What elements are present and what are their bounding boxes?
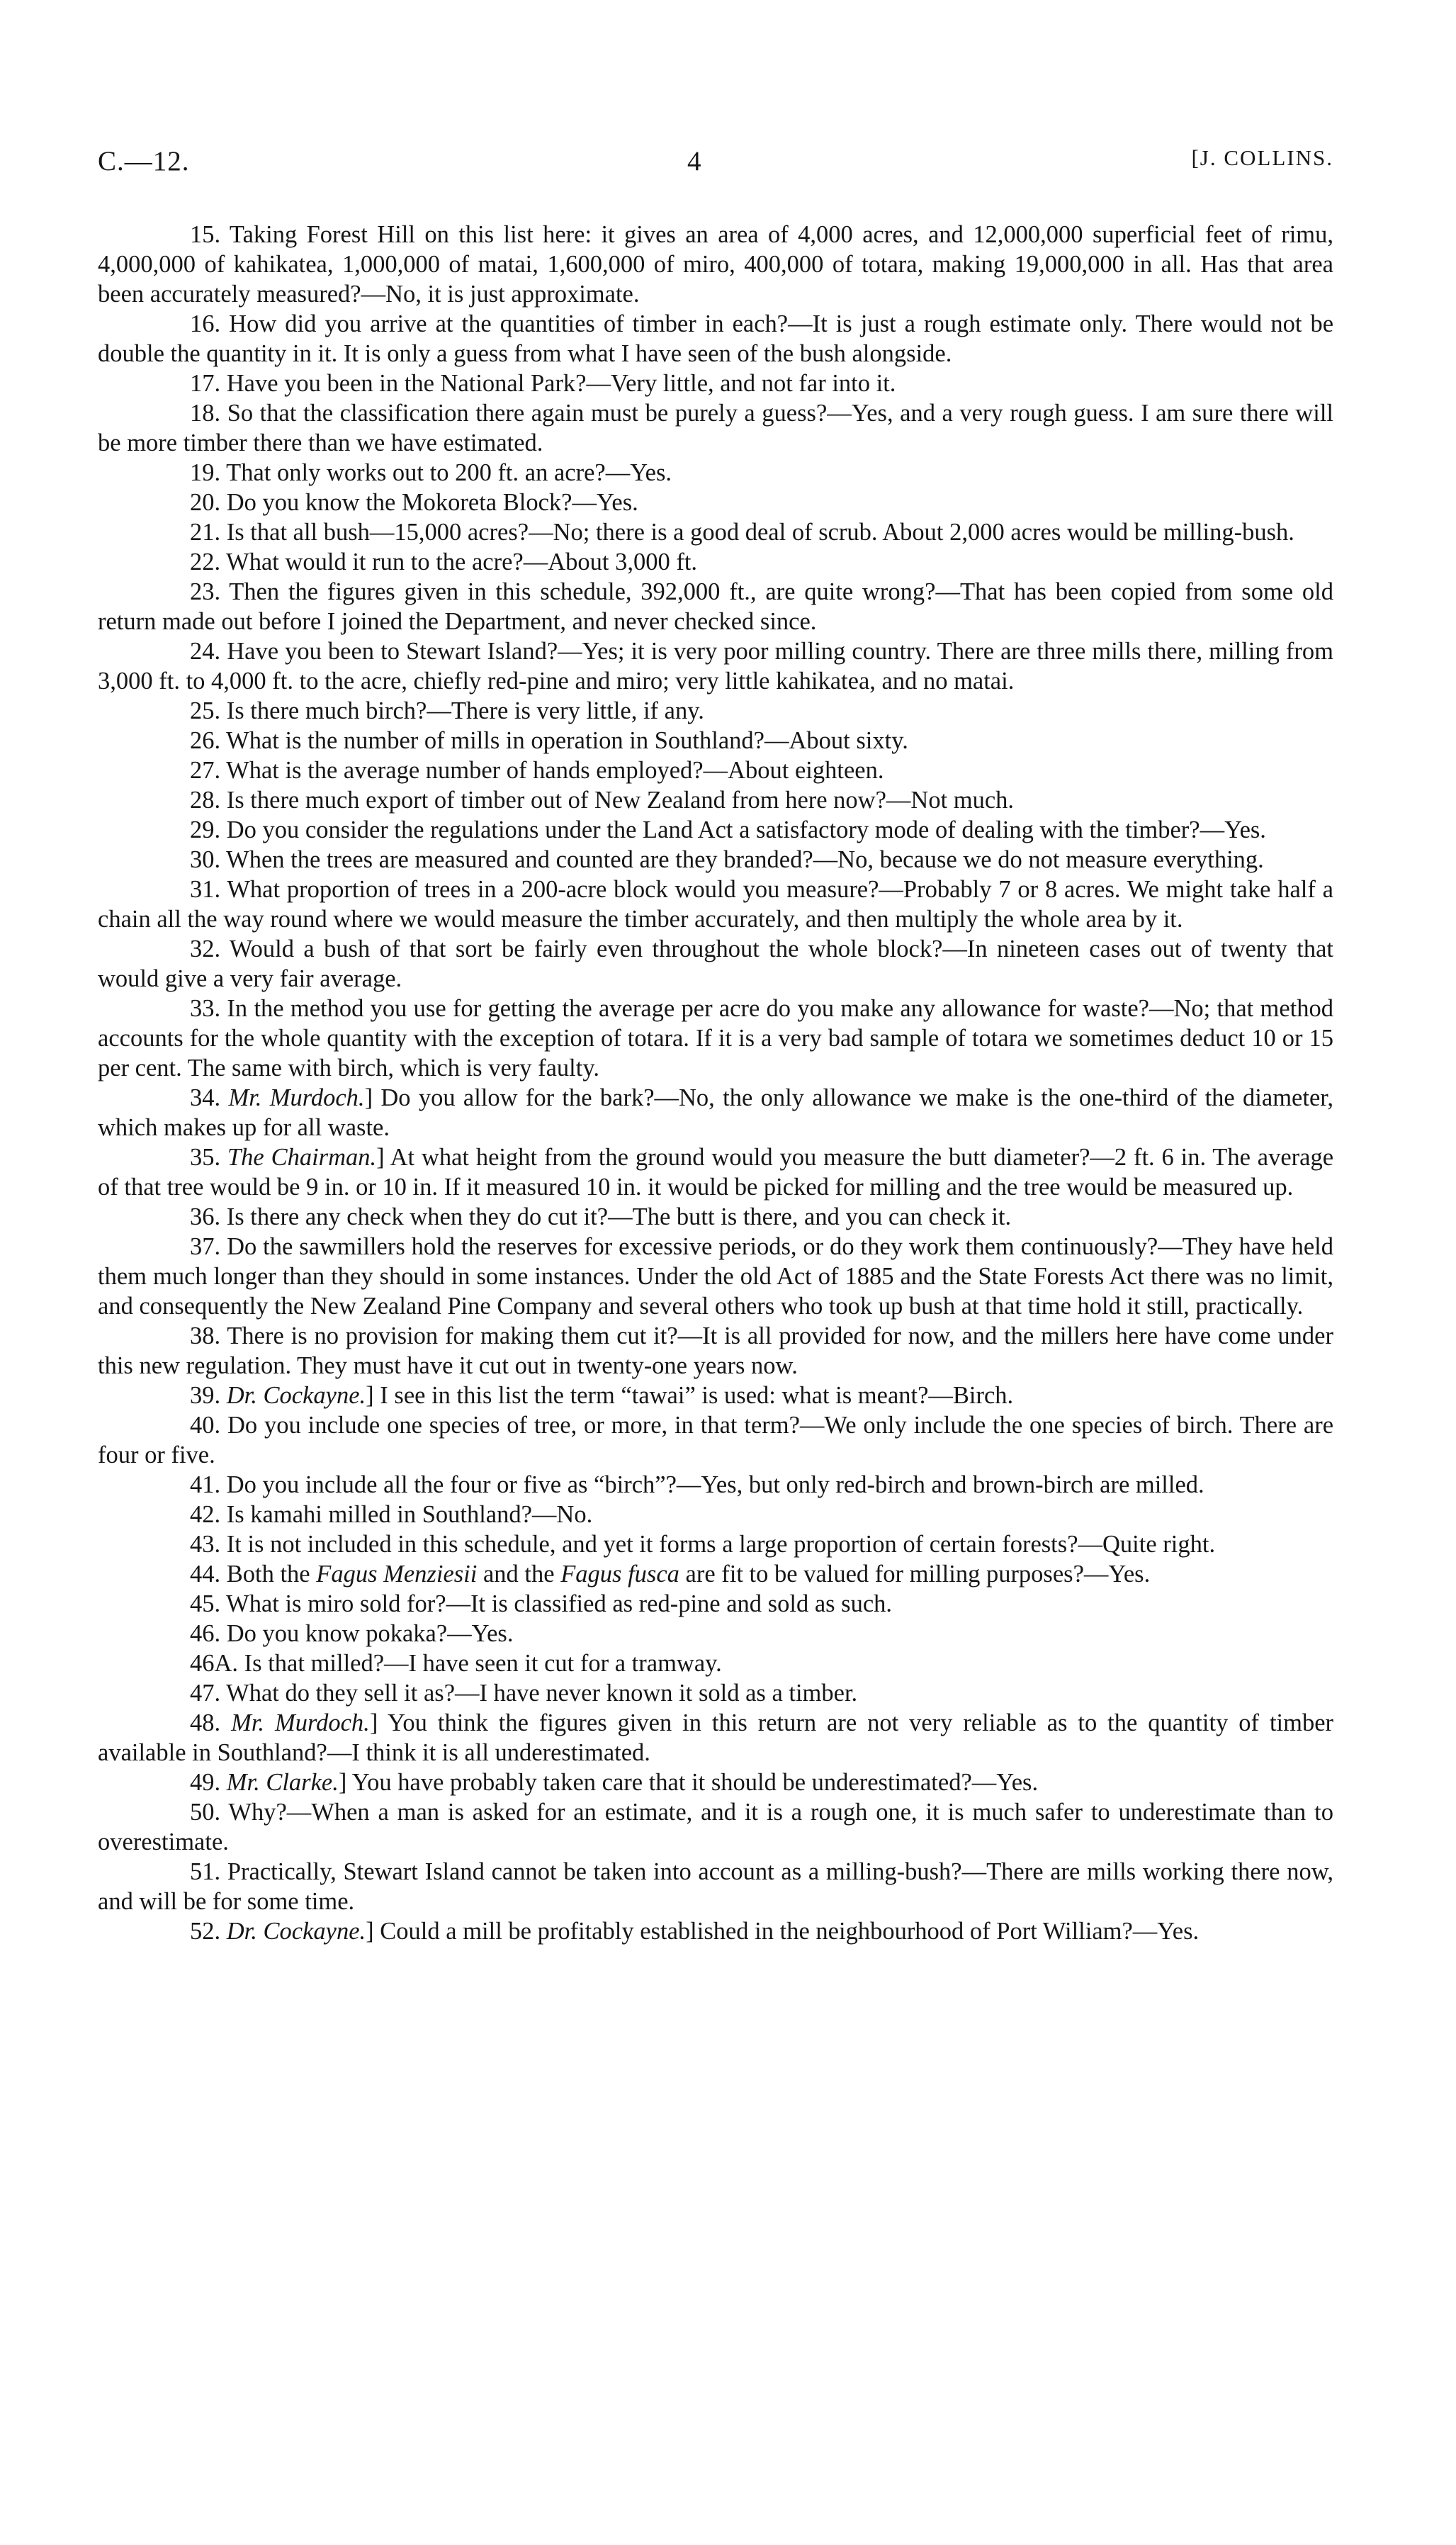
question-22: 22. What would it run to the acre?—About 3,000 ft. bbox=[190, 549, 698, 575]
question-46a: 46A. Is that milled?—I have seen it cut for a tramway. bbox=[190, 1650, 722, 1677]
question-24: 24. Have you been to Stewart Island?—Yes; it is very poor milling country. There are three mills there, milling from 3,000 ft. to 4,000 ft. to the acre, chiefly red-pine and miro; very little kahikatea, and no matai. bbox=[98, 638, 1333, 695]
question-43: 43. It is not included in this schedule, and yet it forms a large proportion of certain forests?—Quite right. bbox=[190, 1531, 1216, 1558]
question-29: 29. Do you consider the regulations under the Land Act a satisfactory mode of dealing with the timber?—Yes. bbox=[190, 816, 1266, 843]
speaker-name: Dr. Cockayne. bbox=[226, 1382, 366, 1409]
question-17: 17. Have you been in the National Park?—Very little, and not far into it. bbox=[190, 370, 896, 397]
question-45: 45. What is miro sold for?—It is classified as red-pine and sold as such. bbox=[190, 1590, 893, 1617]
question-23: 23. Then the figures given in this schedule, 392,000 ft., are quite wrong?—That has been copied from some old return made out before I joined the Department, and never checked since. bbox=[98, 578, 1333, 635]
question-47: 47. What do they sell it as?—I have never known it sold as a timber. bbox=[190, 1680, 858, 1707]
question-16: 16. How did you arrive at the quantities of timber in each?—It is just a rough estimate only. There would not be double the quantity in it. It is only a guess from what I have seen of the bush alongside. bbox=[98, 310, 1334, 367]
question-15: 15. Taking Forest Hill on this list here: it gives an area of 4,000 acres, and 12,000,000 superficial feet of rimu, 4,000,000 of kahikatea, 1,000,000 of matai, 1,600,000 of miro, 400,000 of totara, making 19,000,000 in all. Has that area been accurately measured?—No, it is just approximate. bbox=[98, 221, 1333, 308]
question-20: 20. Do you know the Mokoreta Block?—Yes. bbox=[190, 489, 638, 516]
question-51: 51. Practically, Stewart Island cannot be taken into account as a milling-bush?—There are mills working there now, and will be for some time. bbox=[98, 1858, 1334, 1915]
question-21: 21. Is that all bush—15,000 acres?—No; there is a good deal of scrub. About 2,000 acres would be milling-bush. bbox=[190, 519, 1294, 546]
question-36: 36. Is there any check when they do cut it?—The butt is there, and you can check it. bbox=[190, 1203, 1012, 1230]
question-25: 25. Is there much birch?—There is very little, if any. bbox=[190, 697, 704, 724]
species-name: Fagus fusca bbox=[560, 1561, 679, 1588]
testimony-body bbox=[98, 220, 1333, 1946]
question-27: 27. What is the average number of hands employed?—About eighteen. bbox=[190, 757, 884, 784]
question-34: 34. Mr. Murdoch.] Do you allow for the bark?—No, the only allowance we make is the one-third of the diameter, which makes up for all waste. bbox=[98, 1084, 1333, 1141]
question-42: 42. Is kamahi milled in Southland?—No. bbox=[190, 1501, 593, 1528]
question-26: 26. What is the number of mills in operation in Southland?—About sixty. bbox=[190, 727, 908, 754]
question-33: 33. In the method you use for getting the average per acre do you make any allowance for waste?—No; that method accounts for the whole quantity with the exception of totara. If it is a very bad sample of totara we sometimes deduct 10 or 15 per cent. The same with birch, which is very faulty. bbox=[98, 995, 1333, 1082]
page-number: 4 bbox=[687, 146, 701, 176]
question-41: 41. Do you include all the four or five as “birch”?—Yes, but only red-birch and brown-birch are milled. bbox=[190, 1471, 1204, 1498]
witness-name: [J. COLLINS. bbox=[1191, 145, 1333, 170]
speaker-name: Dr. Cockayne. bbox=[226, 1918, 366, 1945]
question-28: 28. Is there much export of timber out of New Zealand from here now?—Not much. bbox=[190, 787, 1015, 814]
question-50: 50. Why?—When a man is asked for an estimate, and it is a rough one, it is much safer to underestimate than to overestimate. bbox=[98, 1799, 1333, 1855]
question-52: 52. Dr. Cockayne.] Could a mill be profitably established in the neighbourhood of Port William?—Yes. bbox=[190, 1918, 1200, 1945]
question-49: 49. Mr. Clarke.] You have probably taken care that it should be underestimated?—Yes. bbox=[190, 1769, 1039, 1796]
question-44: 44. Both the Fagus Menziesii and the Fagus fusca are fit to be valued for milling purposes?—Yes. bbox=[190, 1561, 1151, 1588]
question-35: 35. The Chairman.] At what height from the ground would you measure the butt diameter?—2 ft. 6 in. The average of that tree would be 9 in. or 10 in. If it measured 10 in. it would be picked for milling and the tree would be measured up. bbox=[98, 1144, 1334, 1201]
speaker-name: Mr. Clarke. bbox=[226, 1769, 339, 1796]
document-page bbox=[98, 145, 1333, 1946]
question-32: 32. Would a bush of that sort be fairly even throughout the whole block?—In nineteen cases out of twenty that would give a very fair average. bbox=[98, 936, 1333, 992]
question-31: 31. What proportion of trees in a 200-acre block would you measure?—Probably 7 or 8 acres. We might take half a chain all the way round where we would measure the timber accurately, and then multiply the whole area by it. bbox=[98, 876, 1333, 933]
question-39: 39. Dr. Cockayne.] I see in this list the term “tawai” is used: what is meant?—Birch. bbox=[190, 1382, 1014, 1409]
document-reference: C.—12. bbox=[98, 146, 190, 176]
question-46: 46. Do you know pokaka?—Yes. bbox=[190, 1620, 514, 1647]
question-18: 18. So that the classification there again must be purely a guess?—Yes, and a very rough guess. I am sure there will be more timber there than we have estimated. bbox=[98, 400, 1334, 456]
question-19: 19. That only works out to 200 ft. an acre?—Yes. bbox=[190, 459, 672, 486]
question-37: 37. Do the sawmillers hold the reserves for excessive periods, or do they work them continuously?—They have held them much longer than they should in some instances. Under the old Act of 1885 and the State Forests Act there was no limit, and consequently the New Zealand Pine Company and several others who took up bush at that time hold it still, practically. bbox=[98, 1233, 1334, 1320]
question-38: 38. There is no provision for making them cut it?—It is all provided for now, and the millers here have come under this new regulation. They must have it cut out in twenty-one years now. bbox=[98, 1322, 1333, 1379]
question-30: 30. When the trees are measured and counted are they branded?—No, because we do not measure everything. bbox=[190, 846, 1264, 873]
question-48: 48. Mr. Murdoch.] You think the figures given in this return are not very reliable as to the quantity of timber available in Southland?—I think it is all underestimated. bbox=[98, 1709, 1334, 1766]
speaker-name: Mr. Murdoch. bbox=[228, 1084, 365, 1111]
question-40: 40. Do you include one species of tree, or more, in that term?—We only include the one species of birch. There are four or five. bbox=[98, 1412, 1334, 1468]
species-name: Fagus Menziesii bbox=[316, 1561, 478, 1588]
page-header bbox=[98, 145, 1333, 188]
speaker-name: Mr. Murdoch. bbox=[231, 1709, 370, 1736]
speaker-name: The Chairman. bbox=[227, 1144, 377, 1171]
